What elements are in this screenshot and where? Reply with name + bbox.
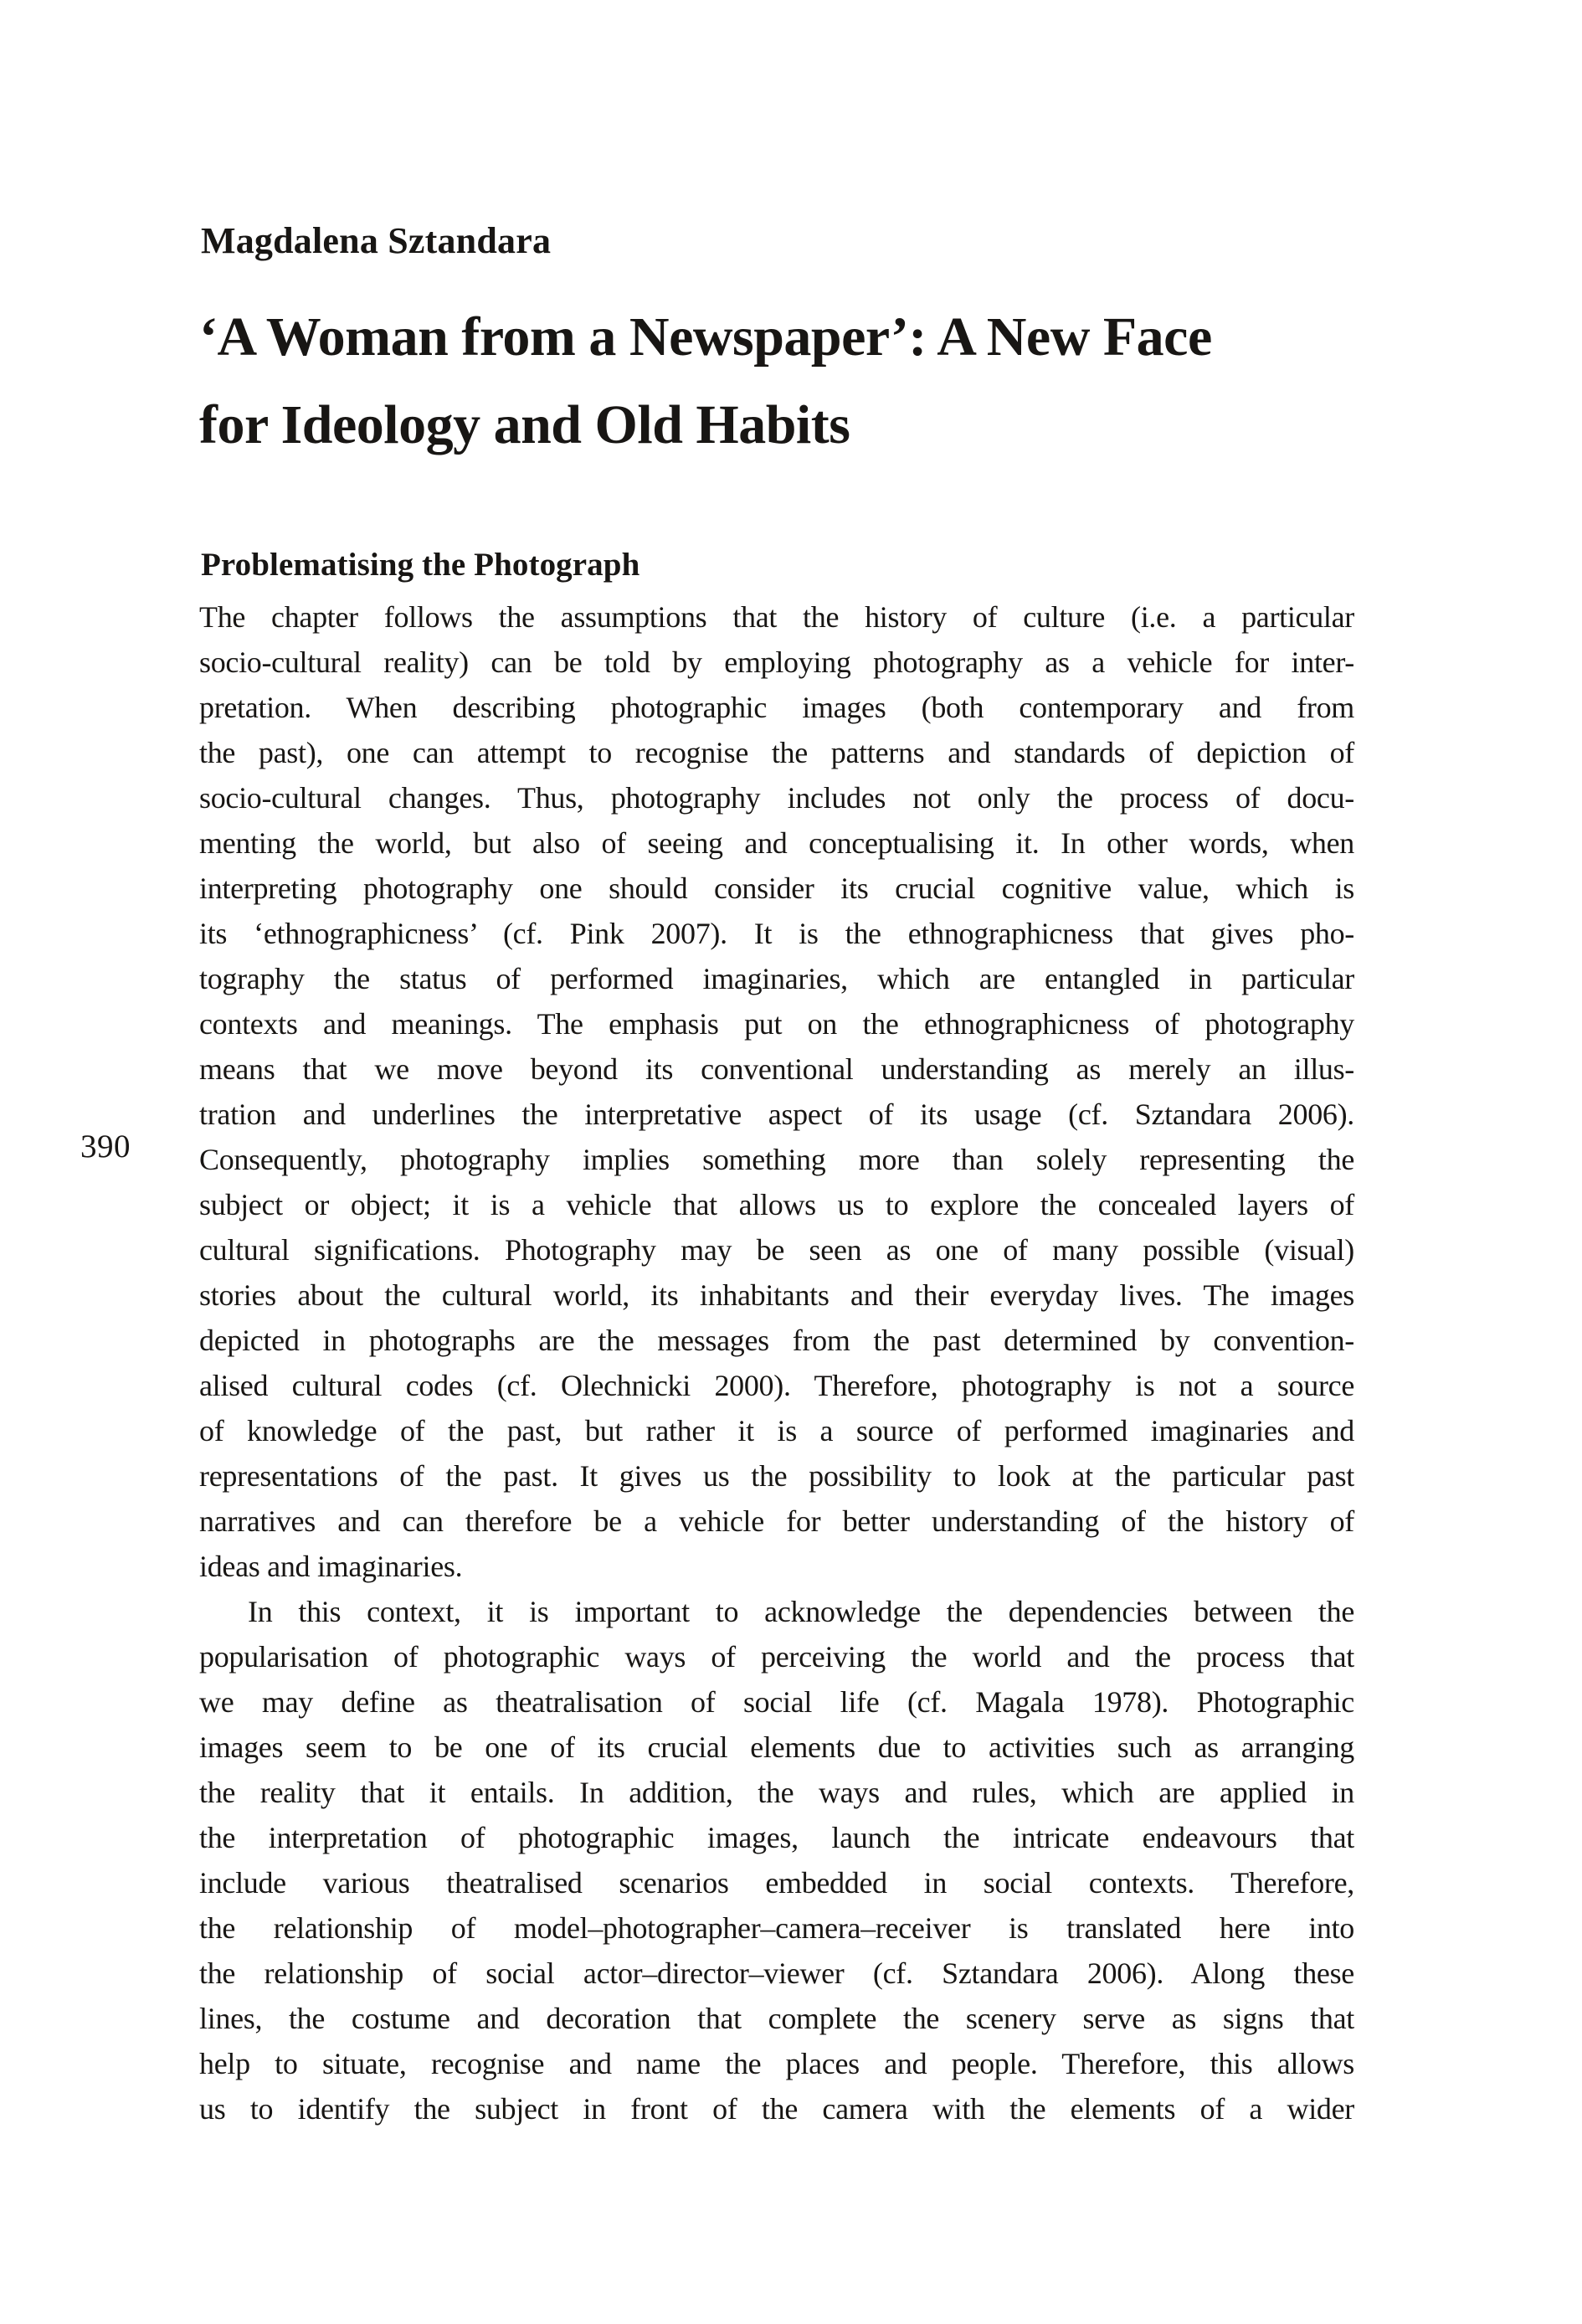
body-line: its ‘ethnographicness’ (cf. Pink 2007). It is the ethnographicness that gives pho- xyxy=(199,917,1354,950)
body-line: tration and underlines the interpretative aspect of its usage (cf. Sztandara 2006). xyxy=(199,1098,1354,1131)
body-line: Consequently, photography implies something more than solely representing the xyxy=(199,1143,1354,1176)
body-line: pretation. When describing photographic images (both contemporary and from xyxy=(199,691,1354,724)
body-line: The chapter follows the assumptions that the history of culture (i.e. a particular xyxy=(199,600,1354,634)
body-line: the relationship of social actor–director–viewer (cf. Sztandara 2006). Along these xyxy=(199,1956,1354,1990)
body-line: menting the world, but also of seeing and conceptualising it. In other words, when xyxy=(199,826,1354,860)
body-line: of knowledge of the past, but rather it is a source of performed imaginaries and xyxy=(199,1414,1354,1447)
body-line: In this context, it is important to acknowledge the dependencies between the xyxy=(248,1595,1354,1628)
body-line: we may define as theatralisation of social life (cf. Magala 1978). Photographic xyxy=(199,1685,1354,1719)
body-line: alised cultural codes (cf. Olechnicki 2000). Therefore, photography is not a source xyxy=(199,1369,1354,1402)
body-line: lines, the costume and decoration that complete the scenery serve as signs that xyxy=(199,2002,1354,2035)
body-line: help to situate, recognise and name the places and people. Therefore, this allows xyxy=(199,2047,1354,2080)
body-line: the interpretation of photographic images, launch the intricate endeavours that xyxy=(199,1821,1354,1854)
body-line: cultural significations. Photography may be seen as one of many possible (visual) xyxy=(199,1233,1354,1267)
title-line-1: ‘A Woman from a Newspaper’: A New Face xyxy=(199,306,1212,368)
body-line: interpreting photography one should consider its crucial cognitive value, which is xyxy=(199,872,1354,905)
body-line: the reality that it entails. In addition, the ways and rules, which are applied in xyxy=(199,1776,1354,1809)
body-line: images seem to be one of its crucial elements due to activities such as arranging xyxy=(199,1730,1354,1764)
body-line: tography the status of performed imaginaries, which are entangled in particular xyxy=(199,962,1354,995)
author-name: Magdalena Sztandara xyxy=(201,220,552,261)
body-line: popularisation of photographic ways of perceiving the world and the process that xyxy=(199,1640,1354,1674)
body-text xyxy=(199,594,1354,2131)
body-line: subject or object; it is a vehicle that allows us to explore the concealed layers of xyxy=(199,1188,1354,1221)
page-number: 390 xyxy=(80,1129,131,1165)
body-line: stories about the cultural world, its inhabitants and their everyday lives. The images xyxy=(199,1278,1354,1312)
title-line-2: for Ideology and Old Habits xyxy=(199,394,850,455)
body-line: socio-cultural reality) can be told by employing photography as a vehicle for inter- xyxy=(199,645,1354,679)
section-heading: Problematising the Photograph xyxy=(201,547,640,583)
body-line: the past), one can attempt to recognise the patterns and standards of depiction of xyxy=(199,736,1354,769)
body-line: the relationship of model–photographer–camera–receiver is translated here into xyxy=(199,1911,1354,1945)
chapter-title xyxy=(199,293,1212,469)
body-line: us to identify the subject in front of the camera with the elements of a wider xyxy=(199,2092,1354,2126)
body-line: socio-cultural changes. Thus, photography includes not only the process of docu- xyxy=(199,781,1354,815)
body-line: means that we move beyond its conventional understanding as merely an illus- xyxy=(199,1052,1354,1086)
body-line: depicted in photographs are the messages from the past determined by convention- xyxy=(199,1324,1354,1357)
body-line: narratives and can therefore be a vehicle for better understanding of the history of xyxy=(199,1504,1354,1538)
body-line: ideas and imaginaries. xyxy=(199,1550,463,1583)
body-line: contexts and meanings. The emphasis put on the ethnographicness of photography xyxy=(199,1007,1354,1041)
body-line: representations of the past. It gives us the possibility to look at the particular past xyxy=(199,1459,1354,1493)
body-line: include various theatralised scenarios embedded in social contexts. Therefore, xyxy=(199,1866,1354,1900)
